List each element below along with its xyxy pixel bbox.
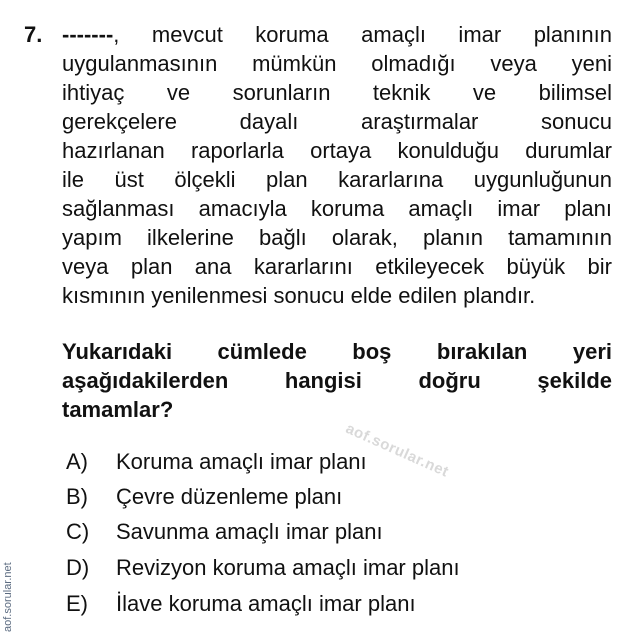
question-prompt-line: aşağıdakilerden hangisi doğru şekilde (62, 368, 612, 393)
side-watermark: aof.sorular.net (2, 562, 14, 632)
answer-option-d[interactable] (66, 553, 460, 582)
blank-marker: ------- (62, 22, 114, 47)
question-prompt-line: Yukarıdaki cümlede boş bırakılan yeri (62, 339, 612, 364)
stem-line: veya plan ana kararlarını etkileyecek büyük bir (62, 254, 612, 279)
stem-line: ile üst ölçekli plan kararlarına uygunluğunun (62, 167, 612, 192)
option-letter: C) (66, 519, 90, 544)
question-prompt-line: tamamlar? (62, 397, 174, 422)
answer-option-c[interactable] (66, 517, 383, 546)
option-text: Savunma amaçlı imar planı (116, 519, 383, 544)
answer-option-e[interactable] (66, 589, 416, 618)
stem-line (62, 20, 612, 49)
option-text: Revizyon koruma amaçlı imar planı (116, 555, 460, 580)
stem-line: ihtiyaç ve sorunların teknik ve bilimsel (62, 80, 612, 105)
stem-line-1-rest: , mevcut koruma amaçlı imar planının (113, 22, 612, 47)
question-number: 7. (24, 22, 43, 47)
option-letter: D) (66, 555, 90, 580)
option-letter: B) (66, 484, 88, 509)
stem-line: hazırlanan raporlarla ortaya konulduğu durumlar (62, 138, 612, 163)
option-letter: E) (66, 591, 88, 616)
stem-line: gerekçelere dayalı araştırmalar sonucu (62, 109, 612, 134)
option-letter: A) (66, 449, 88, 474)
option-text: İlave koruma amaçlı imar planı (116, 591, 416, 616)
diagonal-watermark: aof.sorular.net (343, 420, 452, 481)
answer-option-b[interactable] (66, 482, 342, 511)
stem-line: sağlanması amacıyla koruma amaçlı imar planı (62, 196, 612, 221)
stem-line: yapım ilkelerine bağlı olarak, planın tamamının (62, 225, 612, 250)
stem-line: uygulanmasının mümkün olmadığı veya yeni (62, 51, 612, 76)
answer-option-a[interactable] (66, 447, 367, 476)
option-text: Çevre düzenleme planı (116, 484, 343, 509)
stem-line: kısmının yenilenmesi sonucu elde edilen plandır. (62, 283, 536, 308)
option-text: Koruma amaçlı imar planı (116, 449, 367, 474)
